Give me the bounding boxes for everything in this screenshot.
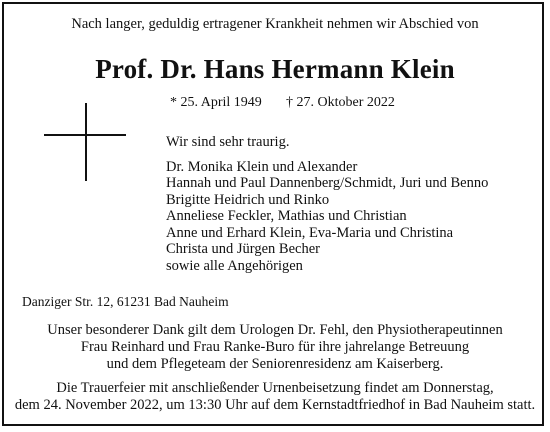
family-list [166,159,488,257]
thanks-line: und dem Pflegeteam der Seniorenresidenz am Kaiserberg. [106,355,444,372]
ceremony-line: dem 24. November 2022, um 13:30 Uhr auf dem Kernstadtfriedhof in Bad Nauheim statt. [14,396,536,413]
thanks-paragraph [0,322,550,372]
death-date: † 27. Oktober 2022 [286,95,395,110]
ceremony-paragraph [0,380,550,414]
family-member: Christa und Jürgen Becher [166,241,320,258]
sad-line: Wir sind sehr traurig. [166,134,290,150]
thanks-line: Unser besonderer Dank gilt dem Urologen Dr. Fehl, den Physiotherapeutinnen [47,322,503,338]
address: Danziger Str. 12, 61231 Bad Nauheim [22,294,229,309]
cross-horizontal-bar [44,134,126,136]
cross-vertical-bar [85,103,87,181]
other-relatives: sowie alle Angehörigen [166,258,303,274]
intro-text: Nach langer, geduldig ertragener Krankheit nehmen wir Abschied von [71,16,479,32]
family-member: Anne und Erhard Klein, Eva-Maria und Christina [166,224,454,241]
deceased-name: Prof. Dr. Hans Hermann Klein [95,54,455,84]
ceremony-line: Die Trauerfeier mit anschließender Urnenbeisetzung findet am Donnerstag, [56,380,494,396]
family-member: Hannah und Paul Dannenberg/Schmidt, Juri und Benno [166,175,489,192]
thanks-line: Frau Reinhard und Frau Ranke-Buro für ihre jahrelange Betreuung [80,338,470,355]
family-member: Anneliese Feckler, Mathias und Christian [166,208,407,225]
family-member: Brigitte Heidrich und Rinko [166,191,330,208]
birth-date: * 25. April 1949 [170,95,262,110]
family-member: Dr. Monika Klein und Alexander [166,159,358,175]
